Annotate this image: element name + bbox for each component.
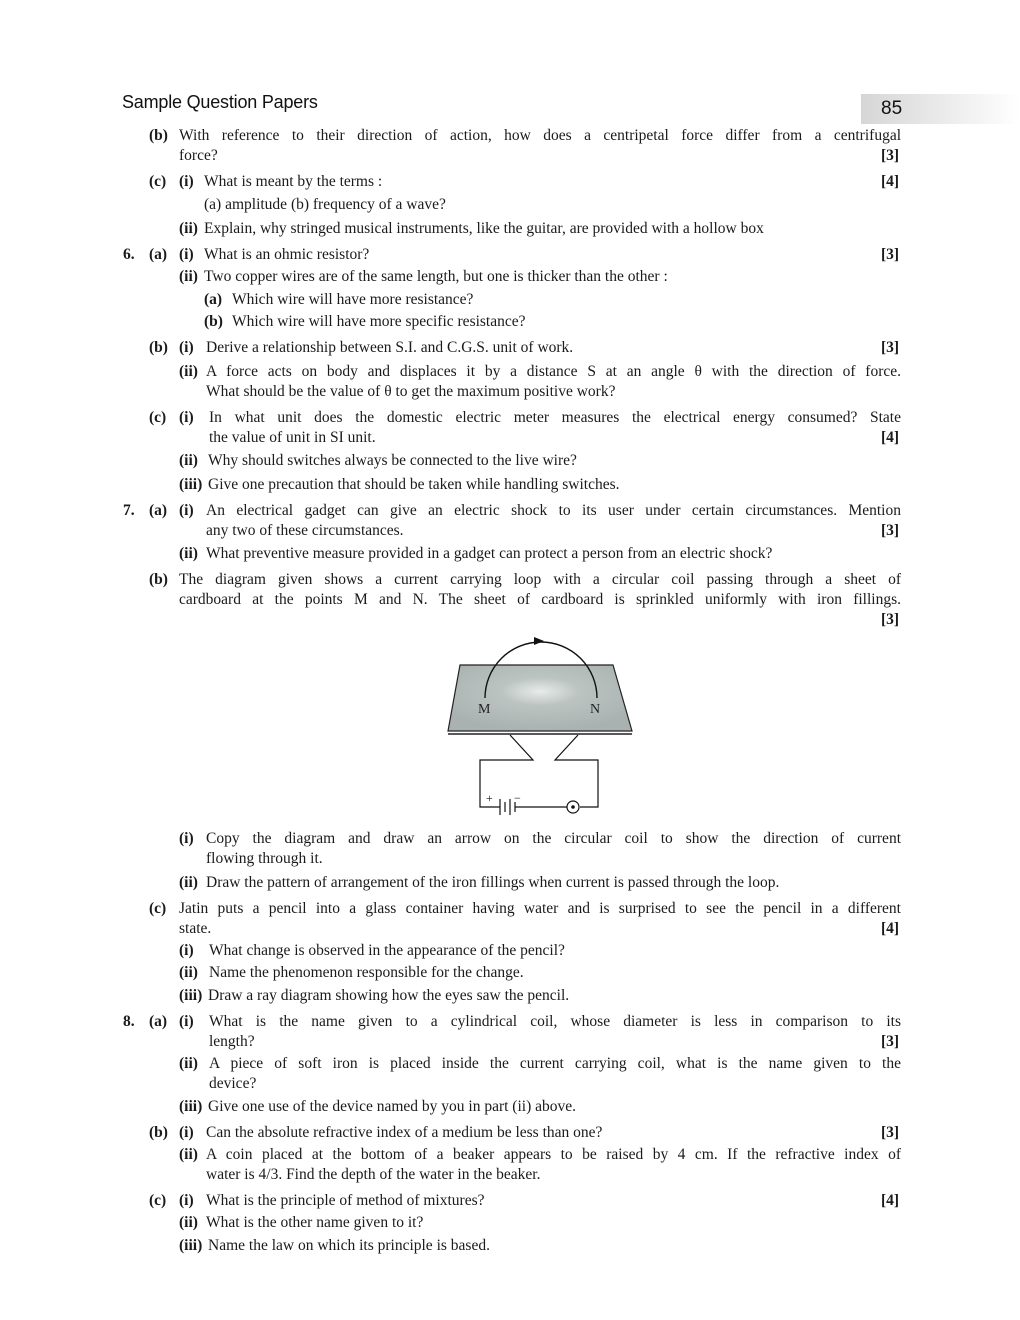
question-text: A force acts on body and displaces it by a distance S at an angle θ with the direction of force.	[206, 363, 901, 380]
sub-question-label: (iii)	[179, 476, 203, 493]
question-text: Which wire will have more resistance?	[232, 291, 474, 308]
question-text: In what unit does the domestic electric meter measures the electrical energy consumed? State	[209, 409, 901, 426]
question-part-label: (a)	[149, 1013, 168, 1030]
sub-question-label: (i)	[179, 246, 194, 263]
question-text: What change is observed in the appearance of the pencil?	[209, 942, 565, 959]
sub-question-label: (ii)	[179, 220, 198, 237]
question-text: Draw a ray diagram showing how the eyes saw the pencil.	[208, 987, 570, 1004]
question-text: flowing through it.	[206, 850, 323, 867]
question-text: (a) amplitude (b) frequency of a wave?	[204, 196, 446, 213]
question-text: state.	[179, 920, 212, 937]
sub-question-label: (ii)	[179, 545, 198, 562]
page-number: 85	[881, 98, 903, 119]
question-text: What preventive measure provided in a gadget can protect a person from an electric shock?	[206, 545, 773, 562]
question-part-label: (c)	[149, 900, 167, 917]
marks-label: [3]	[881, 246, 900, 263]
question-text: Copy the diagram and draw an arrow on the circular coil to show the direction of current	[206, 830, 901, 847]
marks-label: [4]	[881, 429, 900, 446]
sub-question-label: (i)	[179, 1124, 194, 1141]
question-text: What is meant by the terms :	[204, 173, 383, 190]
question-text: Explain, why stringed musical instruments, like the guitar, are provided with a hollow box	[204, 220, 764, 237]
question-text: Name the phenomenon responsible for the change.	[209, 964, 524, 981]
question-text: What is the principle of method of mixtures?	[206, 1192, 485, 1209]
marks-label: [3]	[881, 1033, 900, 1050]
marks-label: [4]	[881, 1192, 900, 1209]
question-text: Give one precaution that should be taken while handling switches.	[208, 476, 620, 493]
page-number-tab	[861, 94, 1020, 124]
sub-question-label: (i)	[179, 942, 194, 959]
sub-question-label: (ii)	[179, 874, 198, 891]
question-text: Name the law on which its principle is based.	[208, 1237, 490, 1254]
sub-question-label: (i)	[179, 1192, 194, 1209]
sub-question-label: (ii)	[179, 452, 198, 469]
question-part-label: (c)	[149, 173, 167, 190]
question-part-label: (b)	[149, 339, 168, 356]
question-text: Which wire will have more specific resistance?	[232, 313, 526, 330]
question-part-label: (c)	[149, 409, 167, 426]
sub-question-label: (ii)	[179, 1146, 198, 1163]
question-text: force?	[179, 147, 218, 164]
question-text: An electrical gadget can give an electric shock to its user under certain circumstances. Mention	[206, 502, 901, 519]
question-text: Give one use of the device named by you in part (ii) above.	[208, 1098, 577, 1115]
running-header-title: Sample Question Papers	[122, 92, 318, 112]
marks-label: [3]	[881, 147, 900, 164]
question-text: length?	[209, 1033, 255, 1050]
sub-question-label: (ii)	[179, 268, 198, 285]
question-part-label: (c)	[149, 1192, 167, 1209]
question-text: cardboard at the points M and N. The sheet of cardboard is sprinkled uniformly with iron fillings.	[179, 591, 901, 608]
sub-question-label: (iii)	[179, 987, 203, 1004]
sub-question-label: (ii)	[179, 1055, 198, 1072]
svg-text:N: N	[590, 702, 601, 717]
question-number: 6.	[123, 246, 135, 263]
svg-text:M: M	[478, 702, 491, 717]
marks-label: [3]	[881, 522, 900, 539]
sub-question-label: (i)	[179, 173, 194, 190]
marks-label: [3]	[881, 339, 900, 356]
question-part-label: (a)	[149, 246, 168, 263]
question-text: What is an ohmic resistor?	[204, 246, 370, 263]
question-text: Can the absolute refractive index of a medium be less than one?	[206, 1124, 603, 1141]
question-text: What is the other name given to it?	[206, 1214, 424, 1231]
sub-question-label: (i)	[179, 339, 194, 356]
question-number: 7.	[123, 502, 135, 519]
sub-question-label: (ii)	[179, 964, 198, 981]
sub-question-label: (i)	[179, 830, 194, 847]
sub-question-label: (b)	[204, 313, 223, 330]
question-text: the value of unit in SI unit.	[209, 429, 376, 446]
question-text: The diagram given shows a current carrying loop with a circular coil passing through a sheet of	[179, 571, 901, 588]
svg-text:+: +	[486, 791, 493, 805]
sub-question-label: (a)	[204, 291, 223, 308]
question-text: Why should switches always be connected to the live wire?	[208, 452, 577, 469]
marks-label: [3]	[881, 611, 900, 628]
svg-text:−: −	[514, 791, 521, 805]
sub-question-label: (i)	[179, 409, 194, 426]
sub-question-label: (i)	[179, 1013, 194, 1030]
question-text: With reference to their direction of action, how does a centripetal force differ from a centrifugal	[179, 127, 901, 144]
question-text: What should be the value of θ to get the maximum positive work?	[206, 383, 616, 400]
coil-cardboard-circuit-diagram	[440, 635, 640, 825]
sub-question-label: (i)	[179, 502, 194, 519]
question-number: 8.	[123, 1013, 135, 1030]
sub-question-label: (ii)	[179, 1214, 198, 1231]
question-part-label: (a)	[149, 502, 168, 519]
question-text: water is 4/3. Find the depth of the water in the beaker.	[206, 1166, 541, 1183]
question-text: Draw the pattern of arrangement of the iron fillings when current is passed through the loop.	[206, 874, 780, 891]
question-text: device?	[209, 1075, 257, 1092]
question-text: Jatin puts a pencil into a glass container having water and is surprised to see the pencil in a different	[179, 900, 901, 917]
marks-label: [4]	[881, 173, 900, 190]
question-text: A piece of soft iron is placed inside the current carrying coil, what is the name given to the	[209, 1055, 901, 1072]
question-text: A coin placed at the bottom of a beaker appears to be raised by 4 cm. If the refractive index of	[206, 1146, 901, 1163]
question-part-label: (b)	[149, 571, 168, 588]
question-text: any two of these circumstances.	[206, 522, 404, 539]
sub-question-label: (iii)	[179, 1098, 203, 1115]
sub-question-label: (iii)	[179, 1237, 203, 1254]
question-text: What is the name given to a cylindrical coil, whose diameter is less in comparison to its	[209, 1013, 901, 1030]
question-part-label: (b)	[149, 127, 168, 144]
question-text: Two copper wires are of the same length, but one is thicker than the other :	[204, 268, 668, 285]
marks-label: [3]	[881, 1124, 900, 1141]
question-part-label: (b)	[149, 1124, 168, 1141]
marks-label: [4]	[881, 920, 900, 937]
sub-question-label: (ii)	[179, 363, 198, 380]
question-text: Derive a relationship between S.I. and C.G.S. unit of work.	[206, 339, 574, 356]
